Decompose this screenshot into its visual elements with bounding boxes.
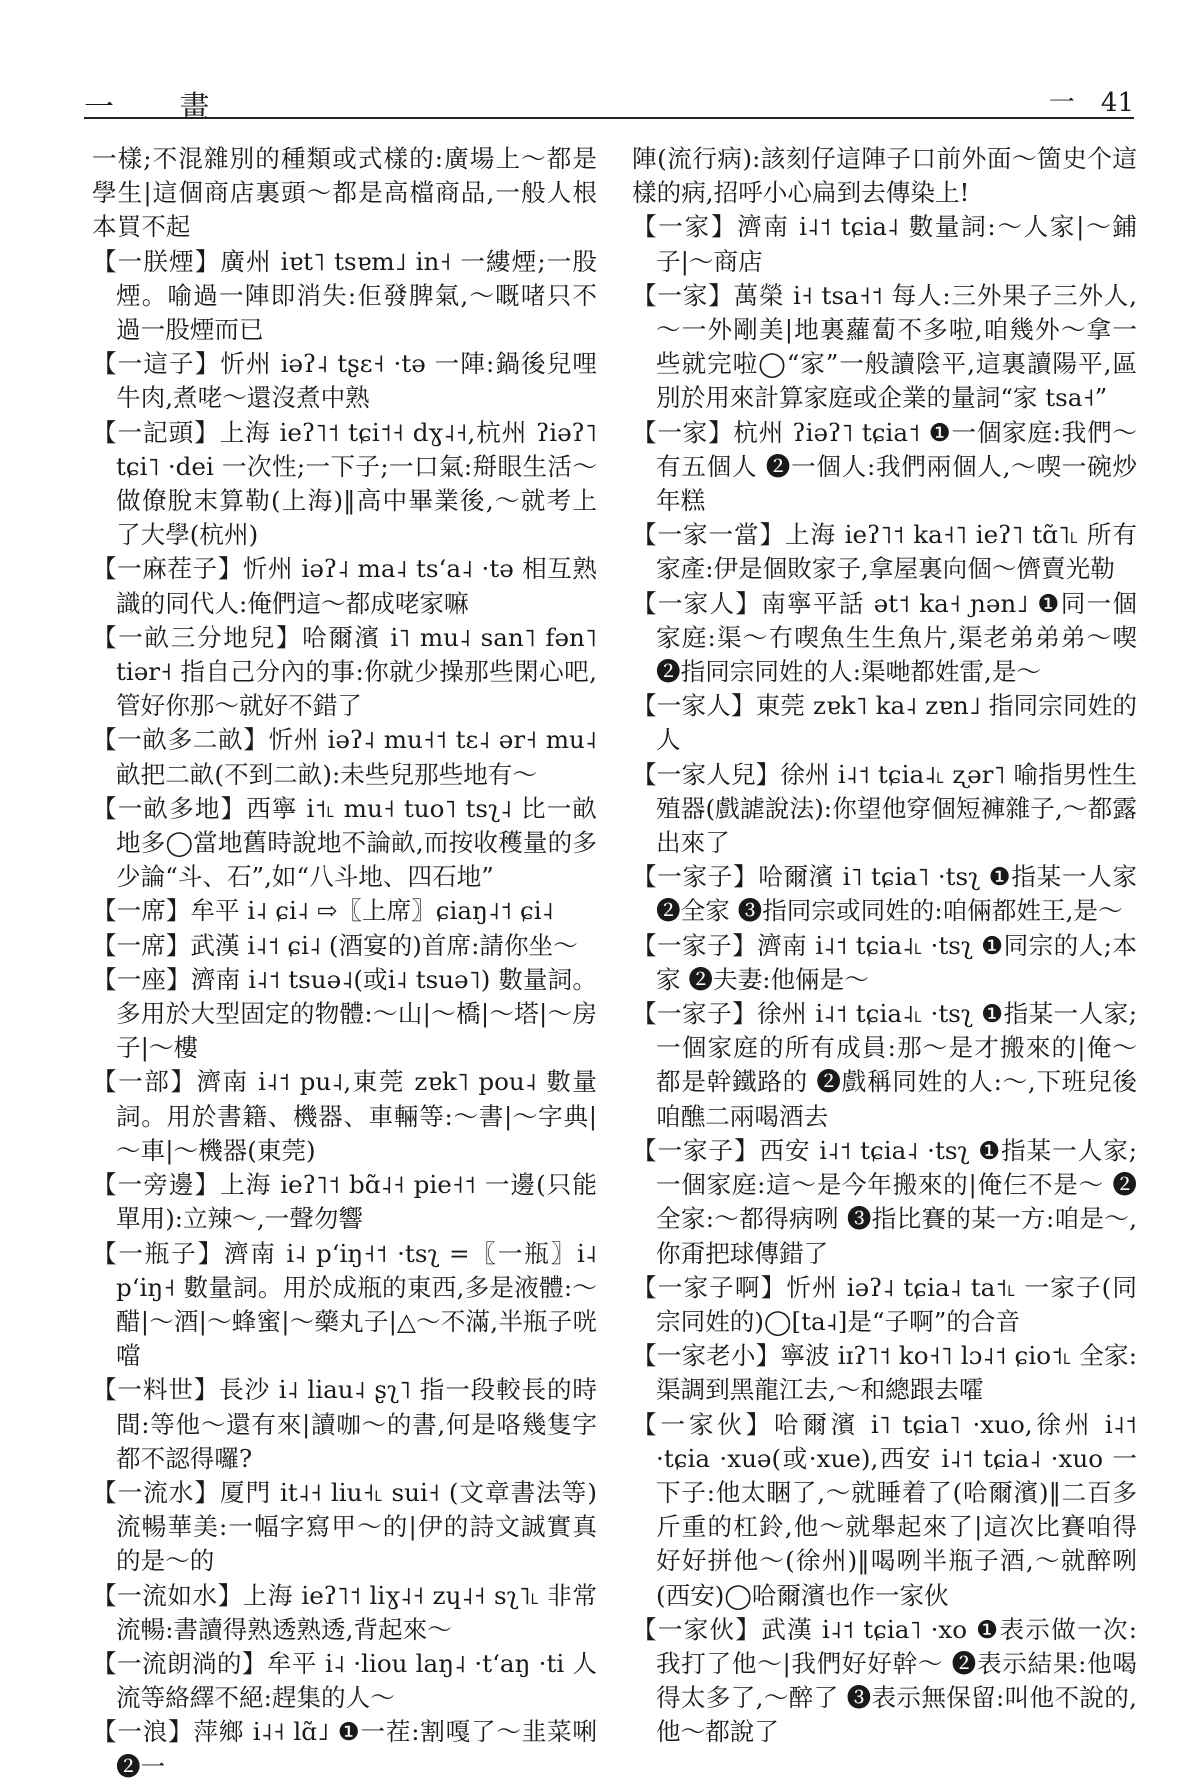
- dictionary-entry: 【一畝多二畝】忻州 iəʔ˨ mu˧˦ tɛ˨ ər˧ mu˨ 畝把二畝(不到二畝):未些兒那些地有～: [92, 725, 597, 789]
- dictionary-entry: 【一家伙】哈爾濱 i˥ tɕia˥ ·xuo,徐州 i˨˦ ·tɕia ·xuə(或·xue),西安 i˨˦ tɕia˨ ·xuo 一下子:他太睏了,～就睡着了(哈爾濱)‖二百多斤重的杠鈴,他～就舉起來了|這次比賽咱得好好拼他～(徐州)‖喝咧半瓶子酒,～就醉咧(西安)◯哈爾濱也作一家伙: [632, 1409, 1137, 1610]
- dictionary-entry: 【一朕煙】廣州 iɐt˥ tsɐm˩ in˧ 一縷煙;一股煙。喻過一陣即消失:佢發脾氣,～嘅啫只不過一股煙而已: [92, 246, 597, 345]
- dictionary-entry: 陣(流行病):該刻仔這陣子口前外面～箇史个這樣的病,招呼小心扁到去傳染上!: [632, 144, 1137, 208]
- dictionary-entry: 【一記頭】上海 ieʔ˥˦ tɕi˦˧ dɣ˨˧,杭州 ʔiəʔ˥ tɕi˥ ·dei 一次性;一下子;一口氣:搿眼生活～做僚脫末算勒(上海)‖高中畢業後,～就考上了大學(杭州): [92, 417, 597, 550]
- dictionary-entry: 【一家老小】寧波 iɪʔ˥˦ ko˧˥ lɔ˨˦ ɕio˦˪ 全家:渠調到黑龍江去,～和總跟去嚯: [632, 1341, 1137, 1405]
- dictionary-entry: 【一家一當】上海 ieʔ˥˦ ka˧˥ ieʔ˥ tɑ̃˥˪ 所有家產:伊是個敗家子,拿屋裏向個～儕賣光勒: [632, 520, 1137, 584]
- dictionary-entry: 【一瓶子】濟南 i˨ pʻiŋ˧˦ ·tsʅ =〖一瓶〗i˨ pʻiŋ˧ 數量詞。用於成瓶的東西,多是液體:～醋|～酒|～蜂蜜|～藥丸子|△～不滿,半瓶子咣噹: [92, 1238, 597, 1371]
- dictionary-entry: 【一席】牟平 i˨ ɕi˨ ⇨〖上席〗ɕiaŋ˨˦ ɕi˨: [92, 896, 554, 926]
- page-number: 一 41: [1048, 88, 1134, 118]
- header-rule: [84, 117, 1134, 119]
- dictionary-entry: 【一家子】濟南 i˨˦ tɕia˨˪ ·tsʅ ❶同宗的人;本家 ❷夫妻:他倆是～: [632, 930, 1137, 994]
- dictionary-entry: 【一家子】徐州 i˨˦ tɕia˨˪ ·tsʅ ❶指某一人家;一個家庭的所有成員:那～是才搬來的|俺～都是幹鐵路的 ❷戲稱同姓的人:～,下班兒後咱醮二兩喝酒去: [632, 999, 1137, 1131]
- dictionary-entry: 【一家子啊】忻州 iəʔ˨ tɕia˨ ta˦˪ 一家子(同宗同姓的)◯[ta˨]是“子啊”的合音: [632, 1272, 1137, 1336]
- dictionary-entry: 【一浪】萍鄉 i˨˧ lɑ̃˩ ❶一茬:割嘎了～韭菜唎 ❷一: [92, 1717, 597, 1781]
- dictionary-entry: 【一家】杭州 ʔiəʔ˥ tɕia˦ ❶一個家庭:我們～有五個人 ❷一個人:我們兩個人,～喫一碗炒年糕: [632, 417, 1137, 516]
- page-header: [84, 72, 1134, 125]
- dictionary-entry: 【一流如水】上海 ieʔ˥˦ liɣ˨˧ zɥ˨˧ sʅ˥˪ 非常流暢:書讀得熟透熟透,背起來～: [92, 1580, 597, 1644]
- dictionary-entry: 【一流朗淌的】牟平 i˨ ·liou laŋ˨ ·tʻaŋ ·ti 人流等絡繹不絕:趕集的人～: [92, 1648, 597, 1713]
- dictionary-entry: 【一家人兒】徐州 i˨˦ tɕia˨˪ ʐər˥ 喻指男性生殖器(戲謔說法):你望他穿個短褲雜子,～都露出來了: [632, 759, 1137, 858]
- dictionary-entry: 【一家子】哈爾濱 i˥ tɕia˥ ·tsʅ ❶指某一人家 ❷全家 ❸指同宗或同姓的:咱倆都姓王,是～: [632, 862, 1137, 926]
- dictionary-entry: 【一畝多地】西寧 i˦˪ mu˧ tuo˥ tsʅ˨ 比一畝地多◯當地舊時說地不論畝,而按收穫量的多少論“斗、石”,如“八斗地、四石地”: [92, 793, 597, 892]
- left-column: [92, 142, 597, 1784]
- dictionary-entry: 【一部】濟南 i˨˦ pu˨,東莞 zɐk˥ pou˨ 數量詞。用於書籍、機器、車輛等:～書|～字典|～車|～機器(東莞): [92, 1067, 597, 1165]
- dictionary-entry: 【一流水】厦門 it˨˧ liu˧˪ sui˧ (文章書法等)流暢華美:一幅字寫甲～的|伊的詩文誠實真的是～的: [92, 1477, 597, 1576]
- section-title: 一 畫: [84, 90, 238, 125]
- dictionary-entry: 【一這子】忻州 iəʔ˨ tʂɛ˧ ·tə 一陣:鍋後兒哩牛肉,煮咾～還沒煮中熟: [92, 349, 597, 413]
- dictionary-entry: 【一家人】東莞 zɐk˥ ka˨ zɐn˩ 指同宗同姓的人: [632, 691, 1137, 755]
- dictionary-entry: 【一家】濟南 i˨˦ tɕia˨ 數量詞:～人家|～鋪子|～商店: [632, 212, 1137, 276]
- dictionary-entry: 【一席】武漢 i˨˦ ɕi˨ (酒宴的)首席:請你坐～: [92, 930, 578, 960]
- dictionary-entry: 【一料世】長沙 i˨ liau˨ ʂʅ˥ 指一段較長的時間:等他～還有來|讀咖～的書,何是咯幾隻字都不認得囉?: [92, 1375, 597, 1473]
- right-column: [632, 142, 1137, 1750]
- dictionary-entry: 一樣;不混雜別的種類或式樣的:廣場上～都是學生|這個商店裏頭～都是高檔商品,一般人根本買不起: [92, 144, 597, 242]
- dictionary-entry: 【一座】濟南 i˨˦ tsuə˨(或i˨ tsuə˥) 數量詞。多用於大型固定的物體:～山|～橋|～塔|～房子|～樓: [92, 964, 597, 1063]
- dictionary-entry: 【一旁邊】上海 ieʔ˥˦ bɑ̃˨˧ pie˧˦ 一邊(只能單用):立辣～,一聲勿響: [92, 1170, 597, 1234]
- dictionary-entry: 【一家子】西安 i˨˦ tɕia˨ ·tsʅ ❶指某一人家;一個家庭:這～是今年搬來的|俺仨不是～ ❷全家:～都得病咧 ❸指比賽的某一方:咱是～,你甭把球傳錯了: [632, 1135, 1137, 1268]
- dictionary-entry: 【一家伙】武漢 i˨˦ tɕia˥ ·xo ❶表示做一次:我打了他～|我們好好幹～ ❷表示結果:他喝得太多了,～醉了 ❸表示無保留:叫他不說的,他～都說了: [632, 1614, 1137, 1747]
- dictionary-entry: 【一家人】南寧平話 ət˦ ka˧ ɲən˩ ❶同一個家庭:渠～冇喫魚生生魚片,渠老弟弟弟～喫 ❷指同宗同姓的人:渠哋都姓雷,是～: [632, 588, 1137, 687]
- dictionary-entry: 【一麻茬子】忻州 iəʔ˨ ma˨ tsʻa˨ ·tə 相互熟識的同代人:俺們這～都成咾家嘛: [92, 554, 597, 618]
- dictionary-entry: 【一家】萬榮 i˧ tsa˧˦ 每人:三外果子三外人,～一外剛美|地裏蘿蔔不多啦,咱幾外～拿一些就完啦◯“家”一般讀陰平,這裏讀陽平,區別於用來計算家庭或企業的量詞“家 tsa˧”: [632, 280, 1137, 413]
- dictionary-entry: 【一畝三分地兒】哈爾濱 i˥ mu˨ san˥ fən˥ tiər˧ 指自己分內的事:你就少操那些閑心吧,管好你那～就好不錯了: [92, 622, 597, 721]
